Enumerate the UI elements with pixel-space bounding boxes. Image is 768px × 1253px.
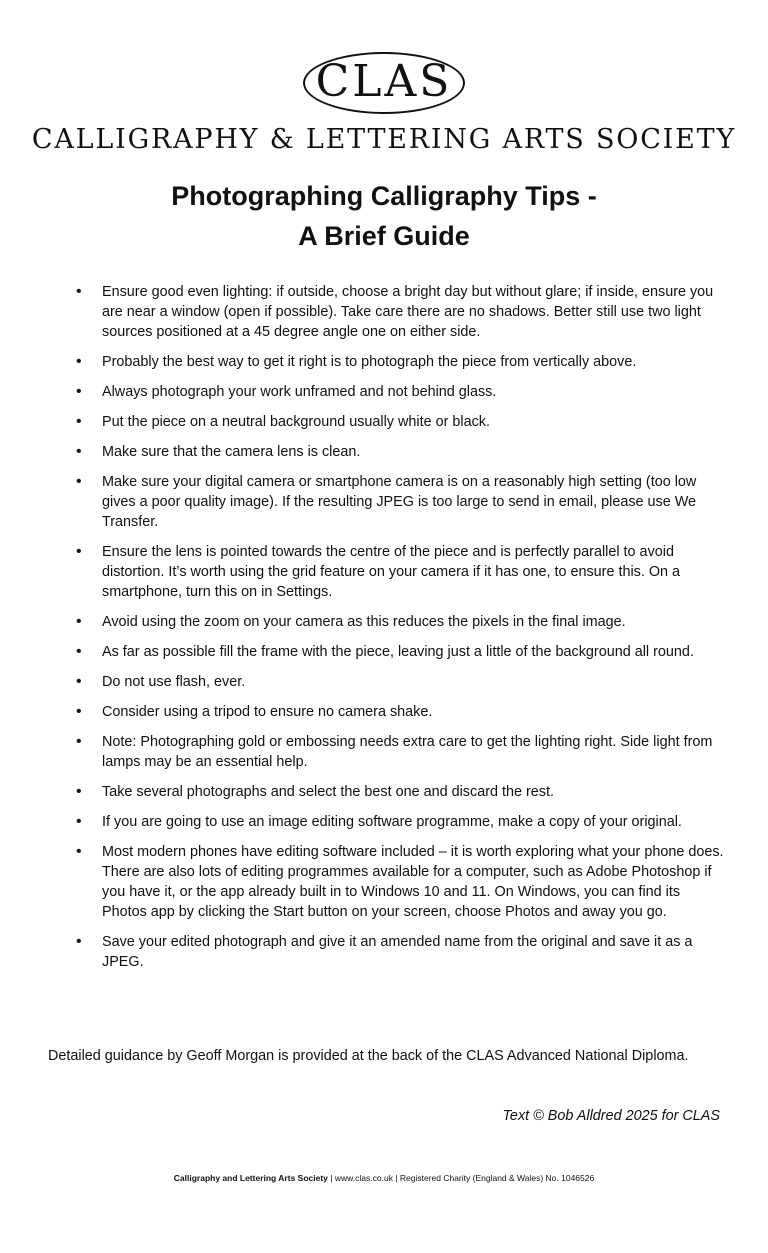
bullet-icon: • (76, 733, 82, 750)
list-item (48, 412, 728, 432)
logo-oval: CLAS (303, 52, 465, 114)
bullet-icon: • (76, 703, 82, 720)
tip-text: Take several photographs and select the best one and discard the rest. (102, 784, 554, 800)
bullet-icon: • (76, 673, 82, 690)
tip-text: Note: Photographing gold or embossing needs extra care to get the lighting right. Side light from lamps may be an essential help. (102, 734, 713, 770)
tip-text: If you are going to use an image editing software programme, make a copy of your original. (102, 814, 682, 830)
bullet-icon: • (76, 383, 82, 400)
footer-details: | www.clas.co.uk | Registered Charity (England & Wales) No. 1046526 (327, 1173, 595, 1183)
list-item (48, 612, 728, 632)
page-title (0, 176, 768, 256)
tip-text: Most modern phones have editing software included – it is worth exploring what your phone does. There are also lots of editing programmes available for a computer, such as Adobe Photoshop if you have it, or the app already built in to Windows 10 and 11. On Windows, you can find its Photos app by clicking the Start button on your screen, choose Photos and away you go. (102, 844, 724, 920)
bullet-icon: • (76, 933, 82, 950)
bullet-icon: • (76, 413, 82, 430)
list-item (48, 932, 728, 972)
tip-text: Consider using a tripod to ensure no camera shake. (102, 704, 433, 720)
list-item (48, 472, 728, 532)
bullet-icon: • (76, 813, 82, 830)
tip-text: Avoid using the zoom on your camera as this reduces the pixels in the final image. (102, 614, 626, 630)
bullet-icon: • (76, 543, 82, 560)
tip-text: Always photograph your work unframed and not behind glass. (102, 384, 497, 400)
guidance-note: Detailed guidance by Geoff Morgan is provided at the back of the CLAS Advanced National Diploma. (48, 1048, 689, 1064)
tip-text: Do not use flash, ever. (102, 674, 246, 690)
tip-text: Ensure good even lighting: if outside, choose a bright day but without glare; if inside, ensure you are near a window (open if possible). Take care there are no shadows. Better still use two light sources positioned at a 45 degree angle one on either side. (102, 284, 714, 340)
title-line-1: Photographing Calligraphy Tips - (171, 181, 597, 211)
bullet-icon: • (76, 353, 82, 370)
tips-list (48, 282, 728, 982)
footer-org-name: Calligraphy and Lettering Arts Society (173, 1173, 328, 1183)
copyright-note: Text © Bob Alldred 2025 for CLAS (502, 1108, 720, 1124)
bullet-icon: • (76, 843, 82, 860)
list-item (48, 672, 728, 692)
bullet-icon: • (76, 473, 82, 490)
bullet-icon: • (76, 643, 82, 660)
tip-text: Make sure your digital camera or smartphone camera is on a reasonably high setting (too low gives a poor quality image). If the resulting JPEG is too large to send in email, please use We Transfer. (102, 474, 697, 530)
bullet-icon: • (76, 283, 82, 300)
title-line-2: A Brief Guide (298, 221, 470, 251)
bullet-icon: • (76, 613, 82, 630)
tip-text: Put the piece on a neutral background usually white or black. (102, 414, 490, 430)
list-item (48, 542, 728, 602)
list-item (48, 812, 728, 832)
list-item (48, 382, 728, 402)
tip-text: Probably the best way to get it right is to photograph the piece from vertically above. (102, 354, 637, 370)
tip-text: As far as possible fill the frame with the piece, leaving just a little of the background all round. (102, 644, 694, 660)
society-name: CALLIGRAPHY & LETTERING ARTS SOCIETY (31, 124, 737, 155)
list-item (48, 702, 728, 722)
list-item (48, 442, 728, 462)
tip-text: Make sure that the camera lens is clean. (102, 444, 361, 460)
tip-text: Ensure the lens is pointed towards the centre of the piece and is perfectly parallel to avoid distortion. It’s worth using the grid feature on your camera if it has one, to ensure this. On a smartphone, turn this on in Settings. (102, 544, 681, 600)
bullet-icon: • (76, 783, 82, 800)
list-item (48, 282, 728, 342)
list-item (48, 732, 728, 772)
list-item (48, 842, 728, 922)
footer (0, 1173, 768, 1183)
logo (0, 52, 768, 114)
bullet-icon: • (76, 443, 82, 460)
list-item (48, 782, 728, 802)
list-item (48, 352, 728, 372)
list-item (48, 642, 728, 662)
tip-text: Save your edited photograph and give it an amended name from the original and save it as a JPEG. (102, 934, 693, 970)
